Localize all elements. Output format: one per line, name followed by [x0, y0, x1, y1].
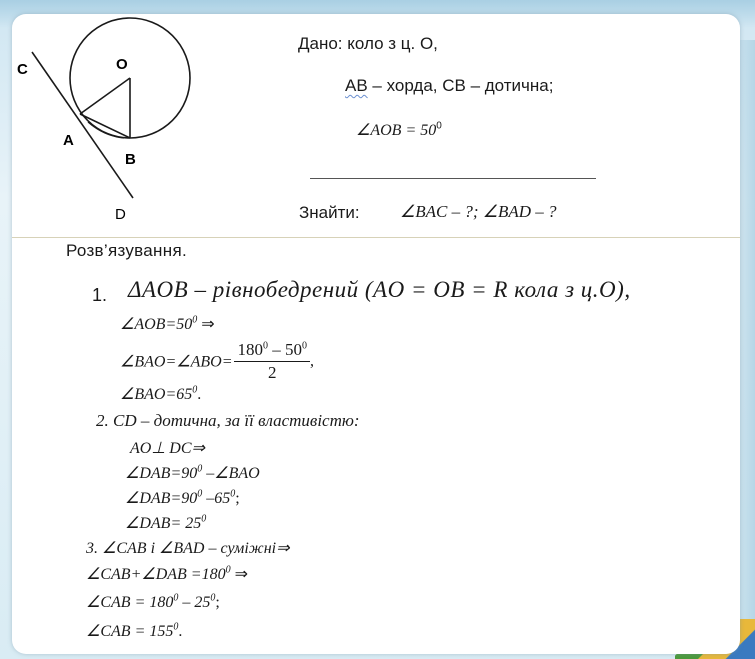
given-angle-aob: ∠AOB = $50^0$ — [356, 120, 442, 139]
step1-line-1: $\angle AOB=50^0$ ⇒ — [120, 314, 215, 333]
given-line-2-rest: – хорда, СВ – дотична; — [367, 76, 554, 95]
chord-ab — [80, 114, 130, 138]
chord-label: АВ — [345, 76, 368, 95]
step3-statement: 3. ∠CAB і ∠BAD – суміжні⇒ — [86, 540, 290, 557]
label-a: A — [63, 132, 74, 149]
step2-line-1: AO⊥ DC⇒ — [130, 440, 205, 457]
tangent-line — [32, 52, 133, 198]
step2-statement: 2. CD – дотична, за її властивістю: — [96, 411, 360, 430]
step2-line-4: ∠DAB= $25^0$ — [125, 513, 207, 532]
label-c: C — [17, 61, 28, 78]
divider-underline — [310, 178, 596, 179]
label-b: B — [125, 151, 136, 168]
given-line-2 — [345, 76, 553, 96]
geometry-figure — [12, 14, 202, 229]
radius-oa — [80, 78, 130, 114]
find-label: Знайти: — [299, 203, 360, 222]
label-d: D — [115, 206, 126, 223]
label-o: O — [116, 56, 128, 73]
section-divider — [12, 237, 740, 238]
step1-number: 1. — [92, 285, 108, 305]
solution-heading: Розв’язування. — [66, 241, 187, 260]
step3-line-1: ∠CAB+∠DAB $=180^0$ ⇒ — [86, 564, 249, 583]
step2-line-3: $\angle DAB=90^0$ $-65^0$; — [125, 488, 240, 507]
step3-line-3: ∠CAB = $155^0$. — [86, 621, 183, 640]
step3-line-2: ∠CAB = $180^0 - 25^0$; — [86, 592, 220, 611]
given-line-1: Дано: коло з ц. О, — [298, 34, 438, 53]
step1-line-2: ∠BAO=∠ABO= $\frac{180^0 - 50^0}{2}$ , — [120, 340, 314, 382]
step1-statement: ΔAOB – рівнобедрений (AO = OB = R кола з ц.O), — [128, 277, 631, 302]
step2-line-2: $\angle DAB=90^0$ –∠BAO — [125, 463, 260, 482]
angle-arc — [88, 122, 124, 138]
document-sheet — [12, 14, 740, 654]
find-targets: ∠BAC – ?; ∠BAD – ? — [400, 202, 557, 221]
step1-line-3: $\angle BAO=65^0$. — [120, 384, 202, 403]
fraction: $\frac{180^0 - 50^0}{2}$ — [234, 340, 310, 383]
